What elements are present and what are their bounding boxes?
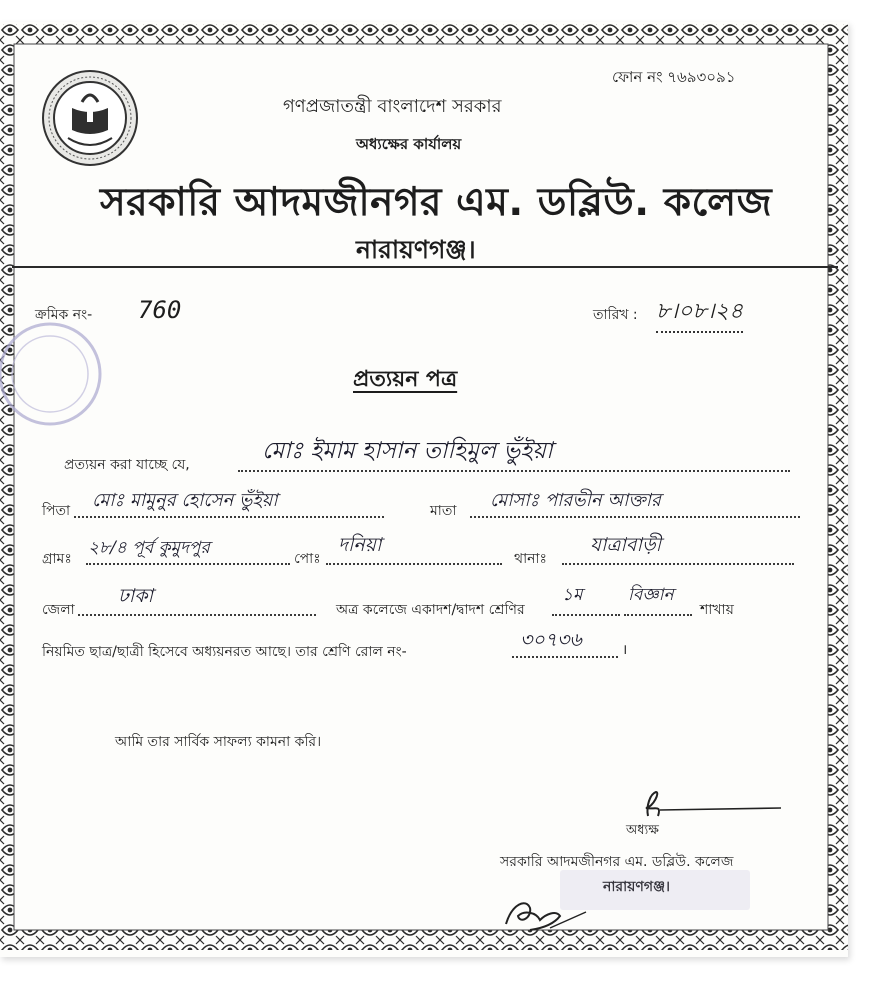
date-value: ৮।০৮।২৪ <box>656 294 743 333</box>
village-label: গ্রামঃ <box>42 551 72 567</box>
thana-dotline <box>562 563 794 565</box>
header-divider <box>12 266 838 268</box>
principal-signature-icon <box>636 786 786 822</box>
certificate-title: প্রত্যয়ন পত্র <box>353 367 458 392</box>
wish-text: আমি তার সার্বিক সাফল্য কামনা করি। <box>115 734 322 750</box>
footer-college-name: সরকারি আদমজীনগর এম. ডব্লিউ. কলেজ <box>500 854 734 870</box>
group-value: বিজ্ঞান <box>628 585 674 605</box>
village-value: ২৮/৪ পূর্ব কুমুদপুর <box>88 538 210 558</box>
post-label: পোঃ <box>294 551 321 567</box>
thana-value: যাত্রাবাড়ী <box>590 534 662 556</box>
village-dotline <box>86 563 290 565</box>
student-name: মোঃ ইমাম হাসান তাহিমুল ভুঁইয়া <box>262 438 553 464</box>
thana-label: থানাঃ <box>514 551 548 567</box>
college-seal-icon <box>38 68 142 168</box>
father-name: মোঃ মামুনুর হোসেন ভুঁইয়া <box>92 490 278 511</box>
regular-text: নিয়মিত ছাত্র/ছাত্রী হিসেবে অধ্যয়নরত আছে। তার শ্রেণি রোল নং- <box>42 644 407 660</box>
principal-label: অধ্যক্ষ <box>626 823 659 838</box>
date-label: তারিখ : <box>593 307 638 323</box>
footer-city: নারায়ণগঞ্জ। <box>603 879 671 895</box>
serial-number: 760 <box>138 296 182 324</box>
roll-end-mark: । <box>622 642 628 658</box>
post-value: দনিয়া <box>338 534 382 556</box>
district-label: জেলা <box>42 602 75 618</box>
class-text: অত্র কলেজে একাদশ/দ্বাদশ শ্রেণির <box>336 602 525 618</box>
faint-stamp-icon <box>0 318 106 430</box>
class-dotline <box>552 614 620 616</box>
roll-number: ৩০৭৩৬ <box>520 629 582 651</box>
post-dotline <box>326 563 502 565</box>
father-label: পিতা <box>42 503 71 519</box>
branch-label: শাখায় <box>700 602 734 618</box>
college-city: নারায়ণগঞ্জ। <box>356 235 476 264</box>
group-dotline <box>624 614 692 616</box>
mother-name: মোসাঃ পারভীন আক্তার <box>490 490 661 511</box>
faint-stamp-block <box>560 870 750 910</box>
serial-label: ক্রমিক নং- <box>35 307 93 323</box>
certify-label: প্রত্যয়ন করা যাচ্ছে যে, <box>64 457 190 473</box>
office-title: অধ্যক্ষের কার্যালয় <box>356 135 462 153</box>
phone-number: ফোন নং ৭৬৯৩০৯১ <box>612 68 736 86</box>
district-dotline <box>78 614 316 616</box>
class-value: ১ম <box>562 585 583 605</box>
district-value: ঢাকা <box>118 585 154 607</box>
mother-label: মাতা <box>430 503 457 519</box>
college-name: সরকারি আদমজীনগর এম. ডব্লিউ. কলেজ <box>100 180 773 225</box>
government-title: গণপ্রজাতন্ত্রী বাংলাদেশ সরকার <box>283 96 502 117</box>
